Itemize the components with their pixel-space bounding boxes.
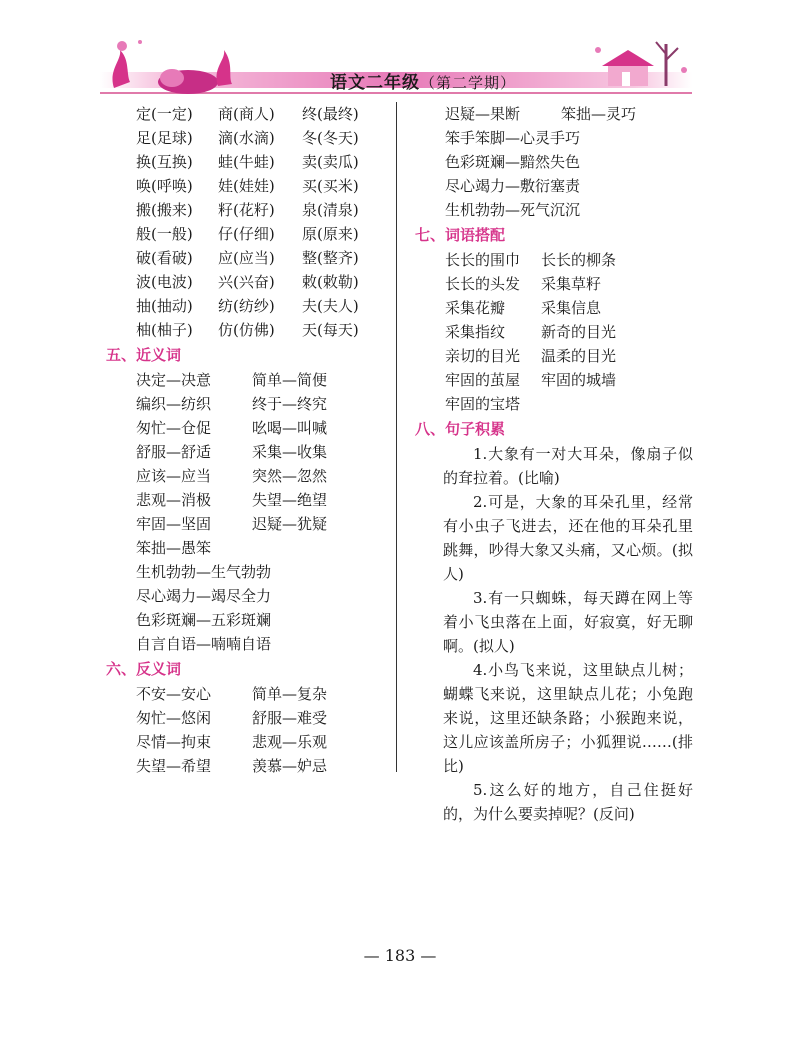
column-divider — [396, 102, 397, 772]
word-pair: 决定—决意 — [136, 371, 212, 389]
phrase: 采集指纹 — [445, 323, 506, 341]
right-column — [415, 102, 695, 826]
char-item: 原(原来) — [302, 225, 359, 243]
word-pair: 不安—安心 — [136, 685, 212, 703]
word-pair: 舒服—难受 — [252, 709, 328, 727]
phrase: 温柔的目光 — [541, 347, 617, 365]
char-row — [136, 126, 386, 150]
phrase-row — [445, 272, 695, 296]
phrase: 亲切的目光 — [445, 347, 521, 365]
char-item: 卖(卖瓜) — [302, 153, 359, 171]
char-row — [136, 222, 386, 246]
word-pair-row — [136, 392, 386, 416]
char-item: 足(足球) — [136, 129, 193, 147]
phrase: 牢固的茧屋 — [445, 371, 521, 389]
phrase-single: 牢固的宝塔 — [445, 395, 521, 413]
char-row — [136, 294, 386, 318]
word-pair-single: 笨拙—愚笨 — [136, 539, 212, 557]
phrase-row — [445, 296, 695, 320]
sentence-list — [415, 442, 695, 826]
word-pair-row — [136, 416, 386, 440]
char-item: 纺(纺纱) — [218, 297, 275, 315]
word-pair: 迟疑—果断 — [445, 105, 521, 123]
left-column — [106, 102, 386, 778]
word-pair-row — [136, 368, 386, 392]
word-pair-row — [136, 730, 386, 754]
word-pair: 舒服—舒适 — [136, 443, 212, 461]
word-pair-single: 生机勃勃—生气勃勃 — [136, 563, 272, 581]
synonym-list — [106, 368, 386, 656]
word-pair: 牢固—坚固 — [136, 515, 212, 533]
word-pair-row — [136, 464, 386, 488]
char-item: 仔(仔细) — [218, 225, 275, 243]
phrase-row — [445, 344, 695, 368]
phrase: 新奇的目光 — [541, 323, 617, 341]
char-row — [136, 150, 386, 174]
phrase-row — [445, 320, 695, 344]
word-pair: 简单—简便 — [252, 371, 328, 389]
char-item: 仿(仿佛) — [218, 321, 275, 339]
sentence-item: 5.这么好的地方，自己住挺好的，为什么要卖掉呢？(反问) — [443, 781, 693, 823]
phrase-row — [445, 368, 695, 392]
word-pair-single: 色彩斑斓—五彩斑斓 — [136, 611, 272, 629]
word-pair: 悲观—消极 — [136, 491, 212, 509]
word-pair: 笨拙—灵巧 — [561, 105, 637, 123]
char-item: 破(看破) — [136, 249, 193, 267]
char-row — [136, 102, 386, 126]
section-sentences-title: 八、句子积累 — [415, 420, 506, 438]
char-item: 夫(夫人) — [302, 297, 359, 315]
char-item: 终(最终) — [302, 105, 359, 123]
section-antonyms-title: 六、反义词 — [106, 660, 182, 678]
char-item: 蛙(牛蛙) — [218, 153, 275, 171]
word-pair: 突然—忽然 — [252, 467, 328, 485]
book-term: （第二学期） — [420, 74, 517, 92]
left-decoration-icon — [100, 30, 240, 94]
word-pair: 失望—绝望 — [252, 491, 328, 509]
word-pair-row — [445, 102, 695, 126]
phrase: 长长的头发 — [445, 275, 521, 293]
char-item: 抽(抽动) — [136, 297, 193, 315]
word-pair: 终于—终究 — [252, 395, 328, 413]
phrase: 牢固的城墙 — [541, 371, 617, 389]
page-header — [100, 30, 692, 100]
word-pair-row — [136, 682, 386, 706]
word-pair-row — [136, 754, 386, 778]
word-pair: 羡慕—妒忌 — [252, 757, 328, 775]
page-number: — 183 — — [363, 946, 437, 965]
char-item: 应(应当) — [218, 249, 275, 267]
char-row — [136, 270, 386, 294]
house-tree-icon — [586, 30, 692, 94]
char-item: 泉(清泉) — [302, 201, 359, 219]
char-item: 整(整齐) — [302, 249, 359, 267]
char-item: 般(一般) — [136, 225, 193, 243]
section-collocations-title: 七、词语搭配 — [415, 226, 506, 244]
sentence-item: 2.可是，大象的耳朵孔里，经常有小虫子飞进去，还在他的耳朵孔里跳舞，吵得大象又头痛，又心烦。(拟人) — [443, 493, 693, 583]
book-title-text: 语文二年级 — [330, 73, 420, 93]
char-item: 冬(冬天) — [302, 129, 359, 147]
word-pair-single: 尽心竭力—敷衍塞责 — [445, 177, 581, 195]
word-pair: 编织—纺织 — [136, 395, 212, 413]
char-item: 兴(兴奋) — [218, 273, 275, 291]
char-item: 波(电波) — [136, 273, 193, 291]
word-pair: 吆喝—叫喊 — [252, 419, 328, 437]
section-synonyms-title: 五、近义词 — [106, 346, 182, 364]
char-row — [136, 318, 386, 342]
word-pair: 失望—希望 — [136, 757, 212, 775]
char-item: 敕(敕勒) — [302, 273, 359, 291]
char-item: 滴(水滴) — [218, 129, 275, 147]
phrase: 采集花瓣 — [445, 299, 506, 317]
sentence-item: 3.有一只蜘蛛，每天蹲在网上等着小飞虫落在上面，好寂寞，好无聊啊。(拟人) — [443, 589, 693, 655]
antonym-continued — [415, 102, 695, 222]
word-pair-single: 尽心竭力—竭尽全力 — [136, 587, 272, 605]
char-row — [136, 246, 386, 270]
char-item: 换(互换) — [136, 153, 193, 171]
word-pair: 采集—收集 — [252, 443, 328, 461]
char-item: 搬(搬来) — [136, 201, 193, 219]
char-item: 定(一定) — [136, 105, 193, 123]
char-item: 籽(花籽) — [218, 201, 275, 219]
word-pair-row — [136, 440, 386, 464]
word-pair: 简单—复杂 — [252, 685, 328, 703]
char-row — [136, 198, 386, 222]
word-pair: 匆忙—悠闲 — [136, 709, 212, 727]
word-pair-row — [136, 512, 386, 536]
antonym-list — [106, 682, 386, 778]
word-pair: 尽情—拘束 — [136, 733, 212, 751]
char-item: 唤(呼唤) — [136, 177, 193, 195]
char-groups — [106, 102, 386, 342]
char-item: 天(每天) — [302, 321, 359, 339]
char-row — [136, 174, 386, 198]
word-pair: 匆忙—仓促 — [136, 419, 212, 437]
char-item: 商(商人) — [218, 105, 275, 123]
word-pair-single: 生机勃勃—死气沉沉 — [445, 201, 581, 219]
phrase: 长长的围巾 — [445, 251, 521, 269]
char-item: 柚(柚子) — [136, 321, 193, 339]
word-pair-single: 色彩斑斓—黯然失色 — [445, 153, 581, 171]
word-pair-row — [136, 706, 386, 730]
collocation-list — [415, 248, 695, 416]
book-title — [330, 68, 516, 93]
char-item: 娃(娃娃) — [218, 177, 275, 195]
phrase: 采集信息 — [541, 299, 602, 317]
char-item: 买(买米) — [302, 177, 359, 195]
word-pair-row — [136, 488, 386, 512]
sentence-item: 4.小鸟飞来说，这里缺点儿树；蝴蝶飞来说，这里缺点儿花；小兔跑来说，这里还缺条路；小猴跑来说，这儿应该盖所房子；小狐狸说……(排比) — [443, 661, 693, 775]
sentence-item: 1.大象有一对大耳朵，像扇子似的耷拉着。(比喻) — [443, 445, 693, 487]
word-pair: 悲观—乐观 — [252, 733, 328, 751]
phrase-row — [445, 248, 695, 272]
word-pair-single: 自言自语—喃喃自语 — [136, 635, 272, 653]
word-pair-single: 笨手笨脚—心灵手巧 — [445, 129, 581, 147]
word-pair: 应该—应当 — [136, 467, 212, 485]
phrase: 采集草籽 — [541, 275, 602, 293]
word-pair: 迟疑—犹疑 — [252, 515, 328, 533]
phrase: 长长的柳条 — [541, 251, 617, 269]
